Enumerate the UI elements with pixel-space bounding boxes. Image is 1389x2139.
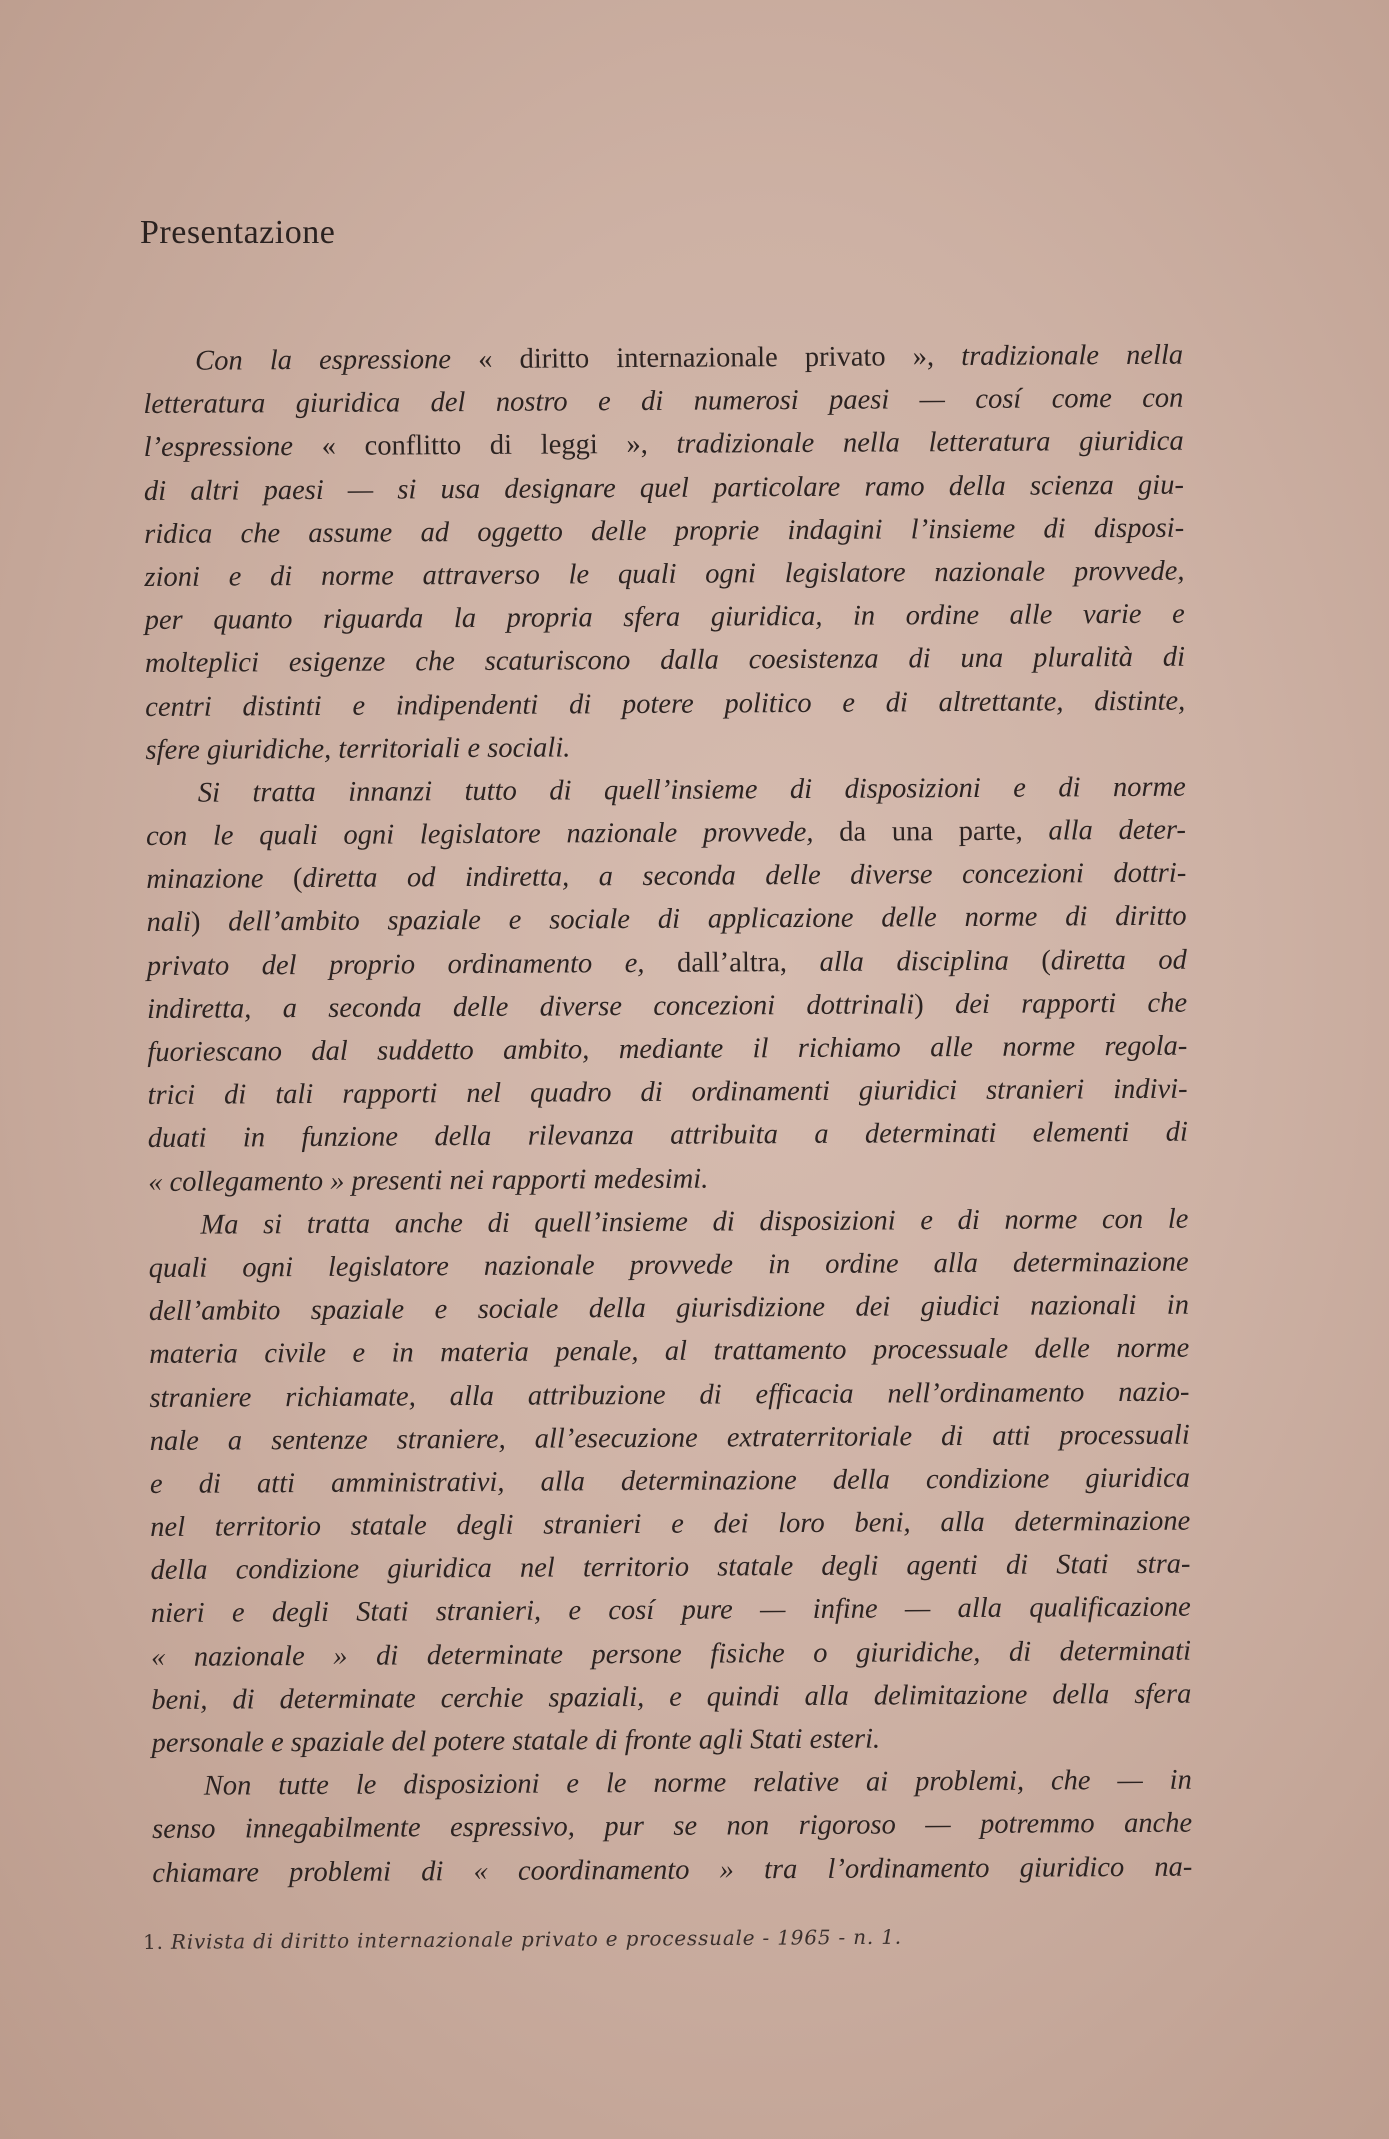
- text-line: [149, 1370, 1189, 1420]
- footnote-text: Rivista di diritto internazionale privato e processuale - 1965 - n. 1.: [170, 1924, 902, 1954]
- text-line: [145, 636, 1185, 686]
- italic-span: privato del proprio ordinamento e,: [146, 947, 678, 982]
- italic-span: ridica che assume ad oggetto delle proprie indagini l’insieme di disposi-: [144, 512, 1185, 550]
- text-line: [149, 1284, 1189, 1334]
- text-line: [147, 981, 1187, 1031]
- italic-span: fuoriescano dal suddetto ambito, mediante il richiamo alle norme regola-: [147, 1030, 1188, 1068]
- italic-span: zioni e di norme attraverso le quali ogni legislatore nazionale provvede,: [144, 555, 1185, 593]
- text-line: [147, 1025, 1187, 1075]
- italic-span: dell’ambito spaziale e sociale di applicazione delle norme di diritto: [228, 901, 1187, 938]
- italic-span: con le quali ogni legislatore nazionale provvede,: [145, 816, 840, 853]
- italic-span: alla disciplina: [819, 945, 1042, 978]
- roman-span: da una parte,: [839, 815, 1049, 848]
- text-line: [150, 1543, 1190, 1593]
- text-line: [143, 334, 1183, 384]
- italic-span: dei rapporti che: [954, 987, 1188, 1020]
- text-line: [146, 766, 1186, 816]
- paragraph: [146, 766, 1189, 1204]
- italic-span: tradizionale nella letteratura giuridica: [676, 426, 1184, 461]
- italic-span: straniere richiamate, alla attribuzione di efficacia nell’ordinamento nazio-: [149, 1376, 1190, 1414]
- text-line: [150, 1413, 1190, 1463]
- italic-span: minazione: [146, 863, 294, 896]
- italic-span: nieri e degli Stati stranieri, e cosí pure — infine — alla qualificazione: [150, 1592, 1191, 1630]
- roman-span: « diritto internazionale privato »,: [478, 341, 962, 375]
- italic-span: senso innegabilmente espressivo, pur se non rigoroso — potremmo anche: [152, 1807, 1193, 1846]
- italic-span: l’espressione: [143, 431, 322, 464]
- page-title: Presentazione: [140, 214, 336, 251]
- italic-span: « nazionale » di determinate persone fisiche o giuridiche, di determinati: [150, 1635, 1192, 1673]
- italic-span: letteratura giuridica del nostro e di numerosi paesi — cosí come con: [143, 382, 1184, 421]
- text-line: [151, 1716, 1191, 1766]
- italic-span: Con la espressione: [195, 343, 479, 377]
- text-line: [151, 1629, 1191, 1679]
- paragraph: [152, 1759, 1193, 1895]
- text-line: [152, 1802, 1192, 1852]
- text-line: [149, 1241, 1189, 1291]
- text-line: [145, 722, 1185, 772]
- italic-span: dell’ambito spaziale e sociale della giurisdizione dei giudici nazionali in: [148, 1289, 1190, 1328]
- body-text: [143, 334, 1192, 1895]
- footnote: [143, 1925, 902, 1954]
- text-line: [146, 895, 1186, 945]
- roman-span: ): [190, 906, 229, 939]
- roman-span: dall’altra,: [676, 946, 820, 979]
- text-line: [152, 1759, 1192, 1809]
- italic-span: nale a sentenze straniere, all’esecuzione extraterritoriale di atti processuali: [149, 1419, 1190, 1457]
- text-line: [149, 1327, 1189, 1377]
- italic-span: duati in funzione della rilevanza attribuita a determinati elementi di: [147, 1117, 1188, 1155]
- text-line: [148, 1111, 1188, 1161]
- text-line: [150, 1457, 1190, 1507]
- text-line: [151, 1586, 1191, 1636]
- italic-span: indiretta, a seconda delle diverse concezioni dottrinali: [146, 989, 915, 1025]
- italic-span: trici di tali rapporti nel quadro di ordinamenti giuridici stranieri indivi-: [147, 1073, 1188, 1112]
- italic-span: diretta od: [1050, 944, 1187, 977]
- text-line: [147, 1068, 1187, 1118]
- text-line: [146, 852, 1186, 902]
- text-line: [144, 420, 1184, 470]
- italic-span: di altri paesi — si usa designare quel particolare ramo della scienza giu-: [143, 469, 1184, 507]
- italic-span: e di atti amministrativi, alla determinazione della condizione giuridica: [149, 1462, 1191, 1500]
- italic-span: chiamare problemi di « coordinamento » tra l’ordinamento giuridico na-: [152, 1851, 1193, 1889]
- italic-span: personale e spaziale del potere statale di fronte agli Stati esteri.: [151, 1723, 881, 1759]
- text-line: [145, 593, 1185, 643]
- italic-span: beni, di determinate cerchie spaziali, e quindi alla delimitazione della sfera: [151, 1678, 1192, 1716]
- italic-span: diretta od indiretta, a seconda delle diverse concezioni dottri-: [302, 857, 1187, 895]
- text-line: [144, 463, 1184, 513]
- italic-span: quali ogni legislatore nazionale provvede in ordine alla determinazione: [148, 1246, 1189, 1284]
- text-line: [143, 377, 1183, 427]
- text-line: [146, 809, 1186, 859]
- italic-span: materia civile e in materia penale, al trattamento processuale delle norme: [149, 1332, 1190, 1371]
- italic-span: « collegamento » presenti nei rapporti medesimi.: [148, 1163, 709, 1198]
- roman-span: ): [914, 988, 956, 1021]
- roman-span: (: [1041, 945, 1051, 977]
- text-line: [152, 1845, 1192, 1895]
- text-line: [151, 1672, 1191, 1722]
- text-line: [144, 550, 1184, 600]
- italic-span: nali: [146, 907, 191, 939]
- italic-span: molteplici esigenze che scaturiscono dalla coesistenza di una pluralità di: [144, 641, 1186, 680]
- paragraph: [143, 334, 1186, 772]
- italic-span: tradizionale nella: [961, 339, 1184, 373]
- text-line: [150, 1500, 1190, 1550]
- italic-span: nel territorio statale degli stranieri e dei loro beni, alla determinazione: [150, 1505, 1191, 1544]
- text-line: [145, 679, 1185, 729]
- paragraph: [148, 1197, 1191, 1765]
- text-line: [144, 506, 1184, 556]
- italic-span: alla deter-: [1048, 814, 1187, 847]
- roman-span: (: [292, 863, 303, 895]
- italic-span: per quanto riguarda la propria sfera giuridica, in ordine alle varie e: [144, 598, 1185, 637]
- italic-span: centri distinti e indipendenti di potere politico e di altrettante, distinte,: [145, 685, 1186, 723]
- italic-span: Ma si tratta anche di quell’insieme di disposizioni e di norme con le: [200, 1203, 1189, 1241]
- text-line: [148, 1197, 1188, 1247]
- footnote-number: 1.: [143, 1929, 164, 1954]
- italic-span: Si tratta innanzi tutto di quell’insieme di disposizioni e di norme: [197, 771, 1186, 809]
- italic-span: della condizione giuridica nel territorio statale degli agenti di Stati stra-: [150, 1548, 1191, 1587]
- italic-span: Non tutte le disposizioni e le norme relative ai problemi, che — in: [203, 1764, 1192, 1802]
- text-line: [148, 1154, 1188, 1204]
- italic-span: sfere giuridiche, territoriali e sociali.: [145, 732, 571, 766]
- roman-span: « conflitto di leggi »,: [321, 429, 677, 463]
- text-line: [147, 938, 1187, 988]
